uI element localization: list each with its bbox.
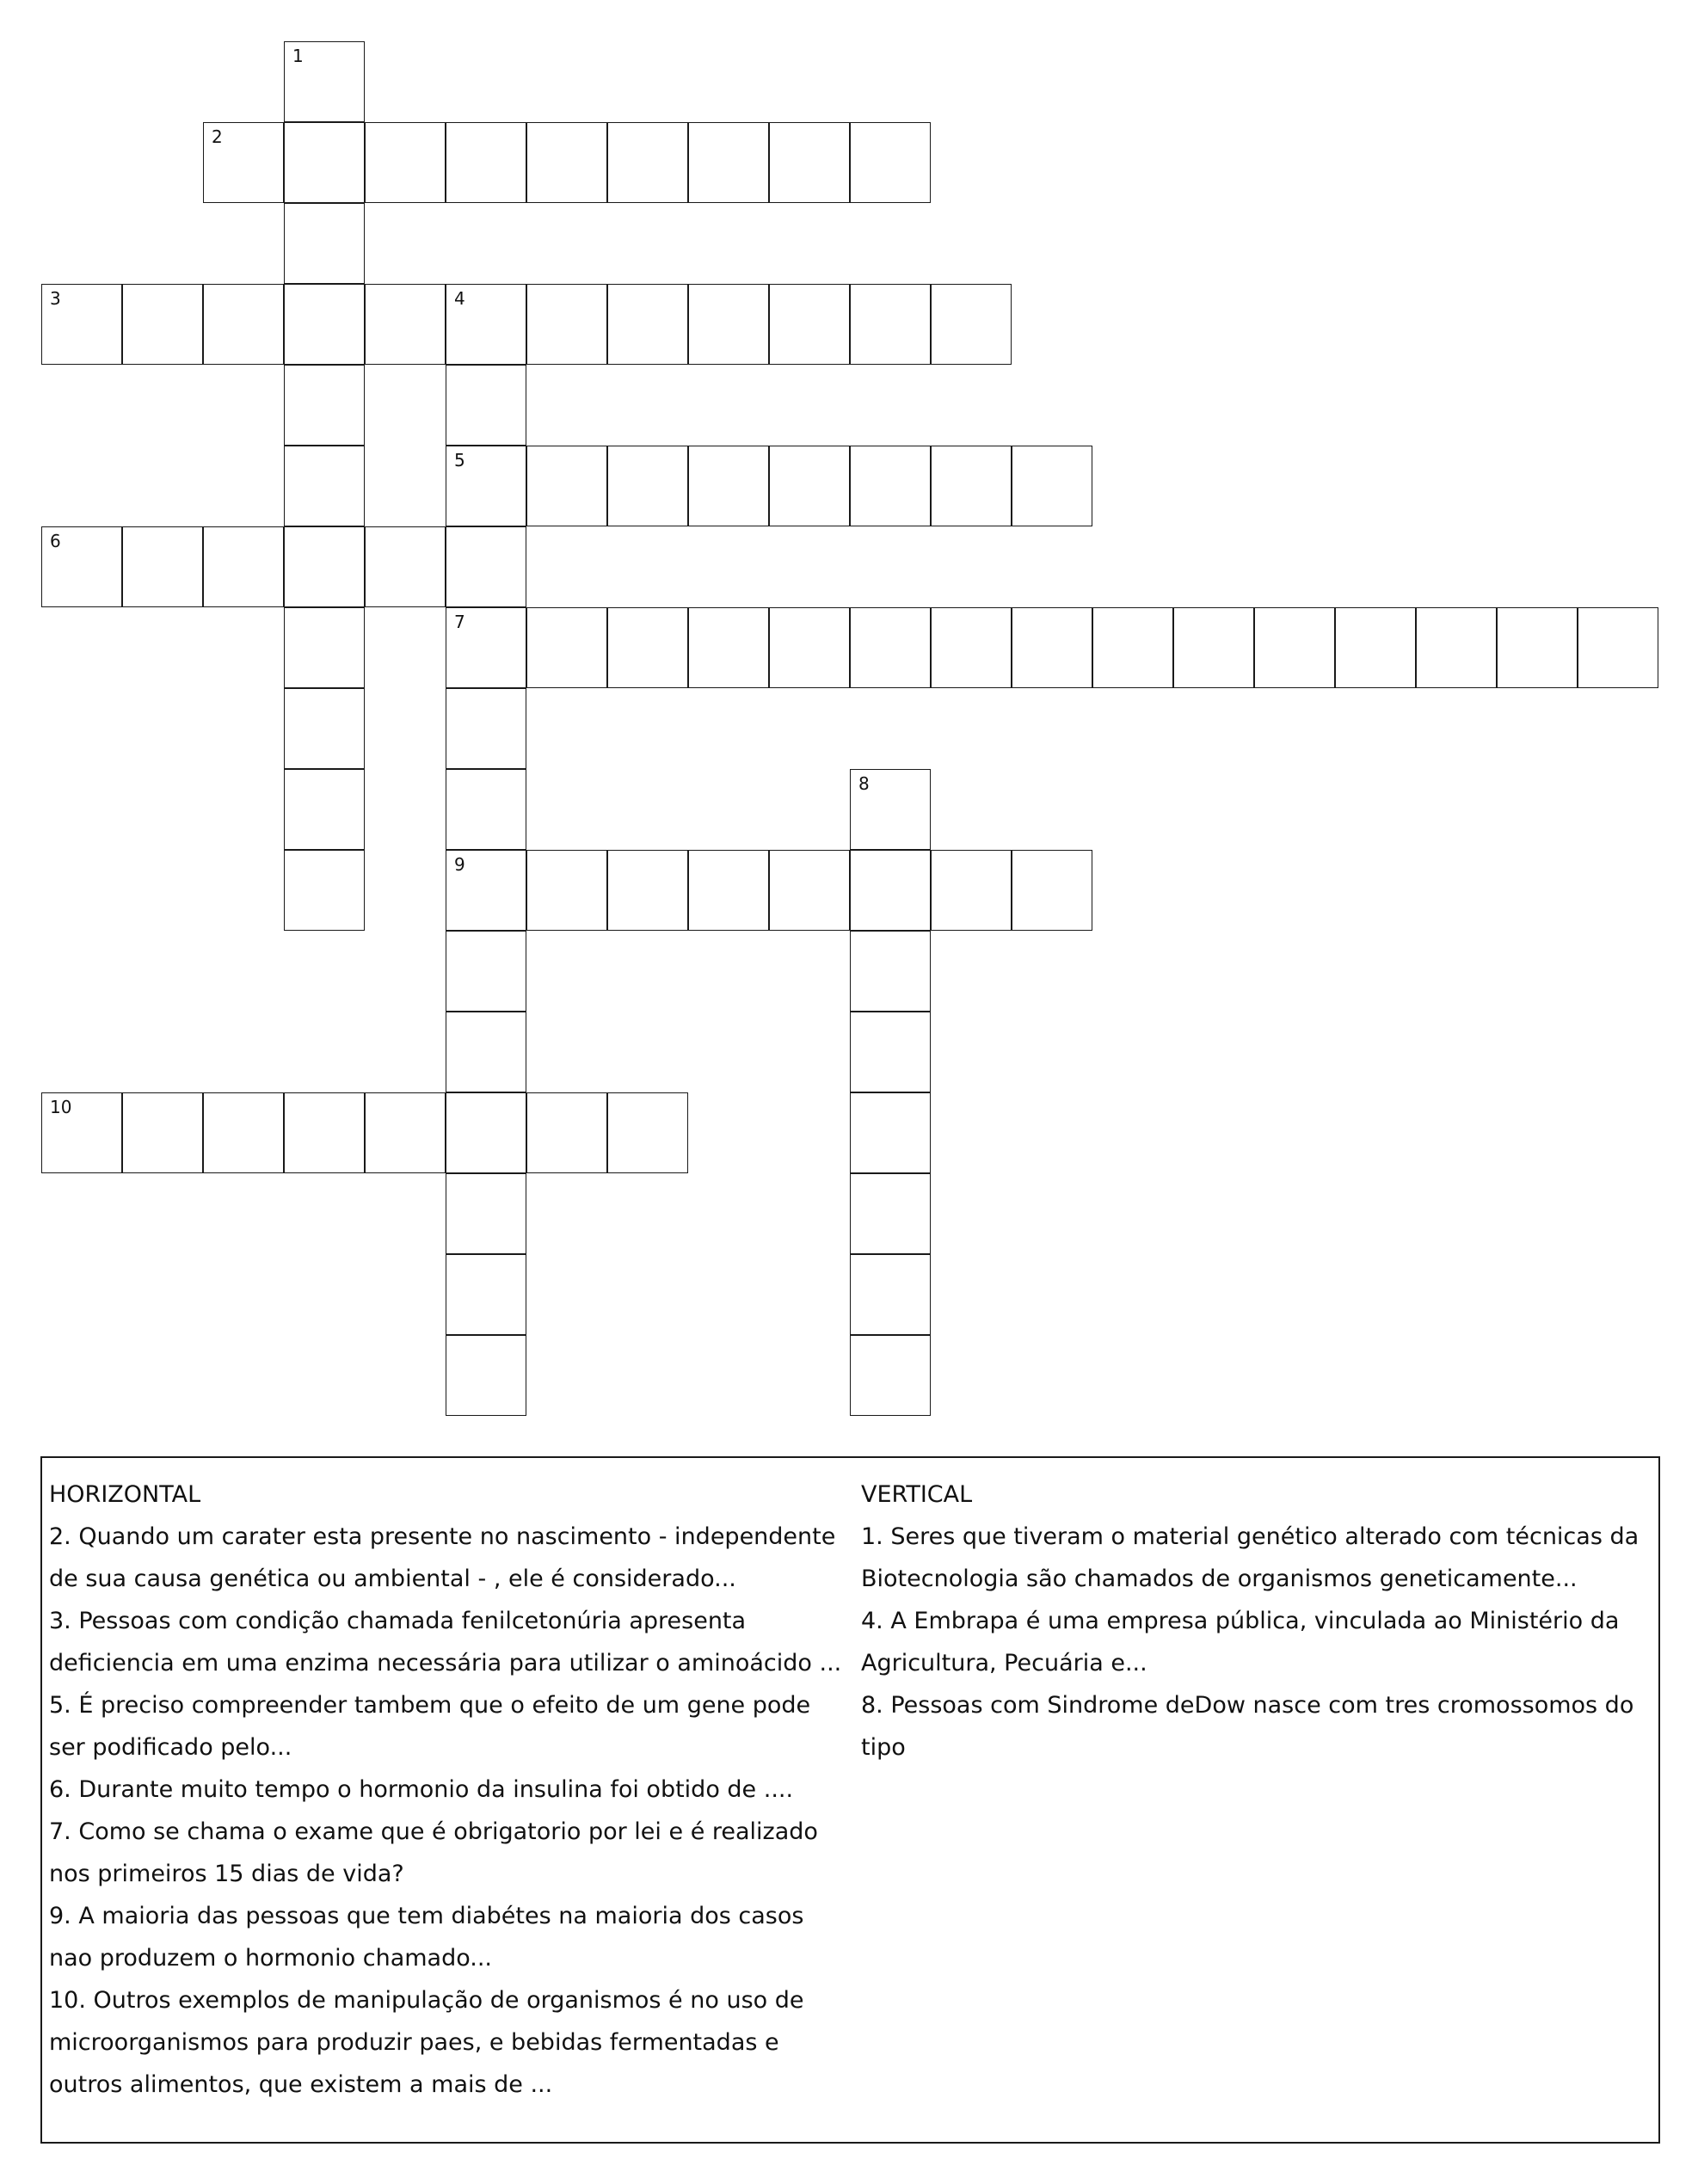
grid-cell[interactable] [931,446,1012,526]
clue-down-8: 8. Pessoas com Sindrome deDow nasce com tres cromossomos do tipo [861,1692,1634,1761]
grid-cell[interactable] [1012,446,1092,526]
grid-cell[interactable] [769,607,850,688]
grid-cell[interactable] [284,446,365,526]
grid-cell[interactable] [688,284,769,365]
grid-cell[interactable] [1012,607,1092,688]
grid-cell[interactable] [1578,607,1658,688]
grid-cell[interactable] [850,850,931,931]
grid-cell[interactable] [284,850,365,931]
grid-cell[interactable] [850,607,931,688]
clue-across-5: 5. É preciso compreender tambem que o efeito de um gene pode ser podificado pelo... [49,1692,811,1761]
grid-cell[interactable] [526,284,607,365]
grid-cell[interactable] [850,446,931,526]
clue-number: 10 [50,1097,72,1117]
grid-cell[interactable] [284,203,365,284]
grid-cell[interactable] [850,1012,931,1092]
grid-cell[interactable] [446,769,526,850]
grid-cell[interactable] [284,1092,365,1173]
grid-cell[interactable] [526,607,607,688]
grid-cell[interactable] [688,607,769,688]
grid-cell[interactable] [769,446,850,526]
clue-down-4: 4. A Embrapa é uma empresa pública, vinculada ao Ministério da Agricultura, Pecuária e... [861,1608,1620,1676]
grid-cell[interactable] [526,1092,607,1173]
grid-cell[interactable] [850,931,931,1012]
grid-cell[interactable] [203,284,284,365]
grid-cell[interactable] [446,1335,526,1416]
grid-cell[interactable] [284,122,365,203]
grid-cell[interactable] [122,1092,203,1173]
grid-cell[interactable] [284,769,365,850]
grid-cell[interactable] [203,526,284,607]
clue-number: 6 [50,531,61,551]
grid-cell[interactable] [1497,607,1578,688]
grid-cell[interactable] [526,446,607,526]
grid-cell[interactable] [365,122,446,203]
grid-cell[interactable] [446,446,526,526]
clue-number: 7 [454,612,465,632]
clue-down-1: 1. Seres que tiveram o material genético alterado com técnicas da Biotecnologia são chamados de organismos geneticamente... [861,1523,1640,1592]
clue-number: 9 [454,854,465,875]
grid-cell[interactable] [769,850,850,931]
grid-cell[interactable] [284,284,365,365]
grid-cell[interactable] [446,284,526,365]
grid-cell[interactable] [446,1254,526,1335]
grid-cell[interactable] [526,122,607,203]
grid-cell[interactable] [850,1335,931,1416]
vertical-clues [861,1473,1652,1769]
grid-cell[interactable] [607,1092,688,1173]
grid-cell[interactable] [284,41,365,122]
vertical-heading: VERTICAL [861,1481,973,1508]
grid-cell[interactable] [1173,607,1254,688]
clue-number: 8 [858,773,870,794]
grid-cell[interactable] [446,1173,526,1254]
horizontal-clues [49,1473,853,2106]
clue-across-9: 9. A maioria das pessoas que tem diabétes na maioria dos casos nao produzem o hormonio chamado... [49,1903,804,1972]
grid-cell[interactable] [203,122,284,203]
grid-cell[interactable] [446,1092,526,1173]
grid-cell[interactable] [446,688,526,769]
grid-cell[interactable] [850,122,931,203]
grid-cell[interactable] [41,1092,122,1173]
clue-number: 1 [292,46,304,66]
clue-number: 2 [212,126,223,147]
grid-cell[interactable] [607,850,688,931]
grid-cell[interactable] [446,1012,526,1092]
grid-cell[interactable] [1092,607,1173,688]
clue-across-7: 7. Como se chama o exame que é obrigatorio por lei e é realizado nos primeiros 15 dias de vida? [49,1818,818,1887]
grid-cell[interactable] [122,526,203,607]
grid-cell[interactable] [203,1092,284,1173]
grid-cell[interactable] [446,526,526,607]
grid-cell[interactable] [284,607,365,688]
grid-cell[interactable] [607,446,688,526]
grid-cell[interactable] [850,1254,931,1335]
clue-across-3: 3. Pessoas com condição chamada fenilcetonúria apresenta deficiencia em uma enzima necessária para utilizar o aminoácido ... [49,1608,842,1676]
grid-cell[interactable] [41,526,122,607]
clue-number: 4 [454,288,465,309]
grid-cell[interactable] [446,607,526,688]
grid-cell[interactable] [446,122,526,203]
grid-cell[interactable] [526,850,607,931]
clue-across-2: 2. Quando um carater esta presente no nascimento - independente de sua causa genética ou ambiental - , ele é considerado... [49,1523,836,1592]
grid-cell[interactable] [1335,607,1416,688]
grid-cell[interactable] [284,688,365,769]
grid-cell[interactable] [850,769,931,850]
grid-cell[interactable] [446,365,526,446]
grid-cell[interactable] [931,284,1012,365]
clue-across-6: 6. Durante muito tempo o hormonio da insulina foi obtido de .... [49,1776,794,1803]
grid-cell[interactable] [850,1092,931,1173]
grid-cell[interactable] [850,1173,931,1254]
grid-cell[interactable] [688,122,769,203]
grid-cell[interactable] [446,931,526,1012]
grid-cell[interactable] [1012,850,1092,931]
clue-number: 3 [50,288,61,309]
grid-cell[interactable] [365,284,446,365]
grid-cell[interactable] [607,284,688,365]
grid-cell[interactable] [1254,607,1335,688]
grid-cell[interactable] [365,526,446,607]
clue-number: 5 [454,450,465,471]
grid-cell[interactable] [688,850,769,931]
grid-cell[interactable] [607,607,688,688]
grid-cell[interactable] [284,526,365,607]
grid-cell[interactable] [284,365,365,446]
grid-cell[interactable] [931,607,1012,688]
grid-cell[interactable] [41,284,122,365]
clues-box [40,1456,1660,2144]
grid-cell[interactable] [365,1092,446,1173]
grid-cell[interactable] [122,284,203,365]
clue-across-10: 10. Outros exemplos de manipulação de organismos é no uso de microorganismos para produzir paes, e bebidas fermentadas e outros alimentos, que existem a mais de ... [49,1987,804,2098]
grid-cell[interactable] [688,446,769,526]
grid-cell[interactable] [850,284,931,365]
grid-cell[interactable] [769,284,850,365]
grid-cell[interactable] [1416,607,1497,688]
grid-cell[interactable] [446,850,526,931]
horizontal-heading: HORIZONTAL [49,1481,201,1508]
grid-cell[interactable] [607,122,688,203]
grid-cell[interactable] [769,122,850,203]
grid-cell[interactable] [931,850,1012,931]
